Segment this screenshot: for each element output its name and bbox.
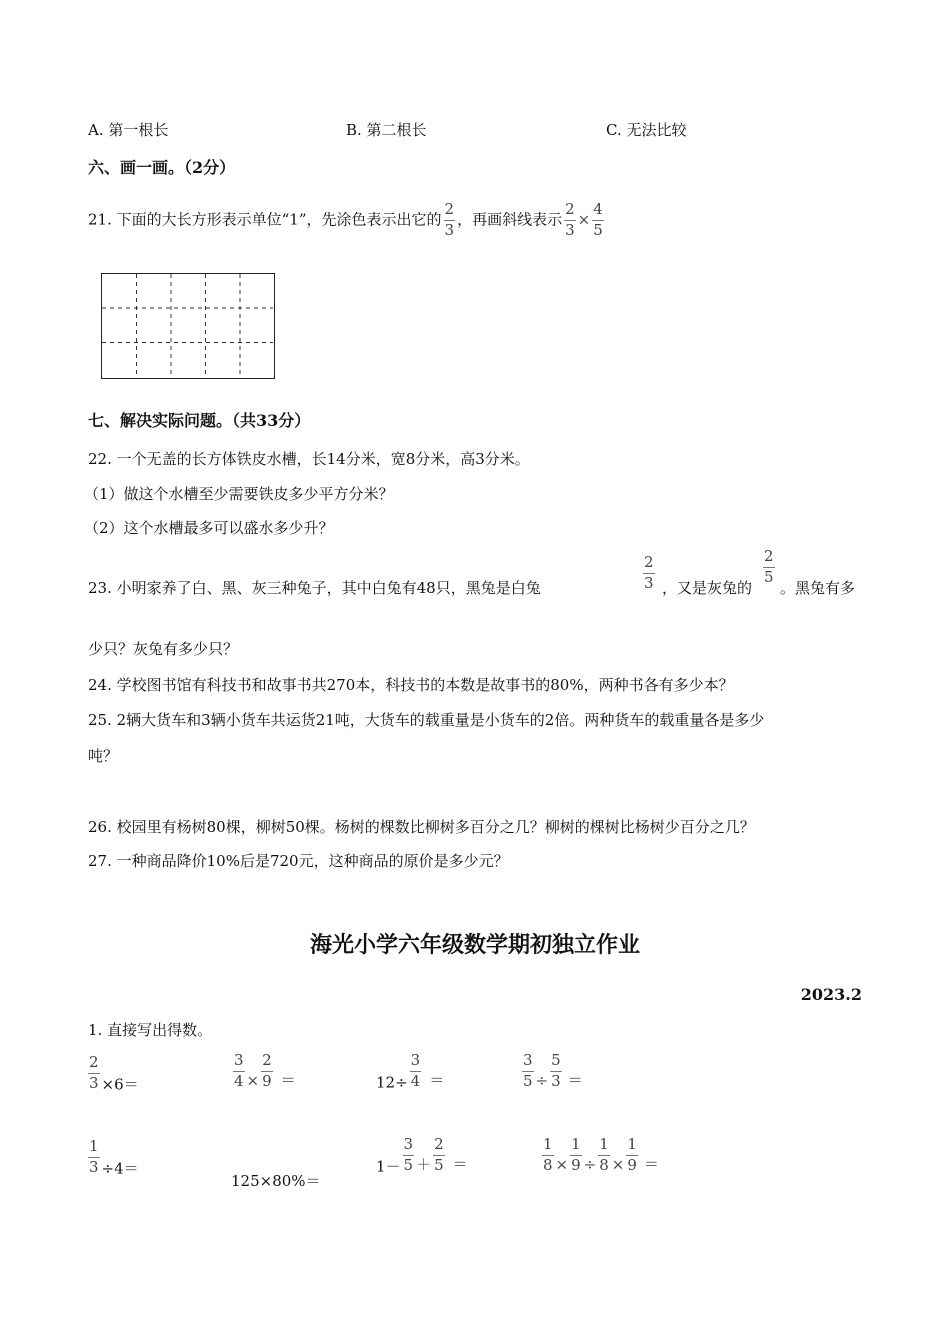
numerator: 1 [570,1137,582,1156]
denominator: 4 [234,1071,244,1090]
numerator: 1 [542,1137,554,1156]
denominator: 3 [551,1071,561,1090]
q1-heading: 1. 直接写出得数。 [88,1021,213,1039]
operator: × [246,1071,260,1090]
expression-8 [540,1137,659,1174]
equals: ＝ [643,1155,659,1174]
q21-text-1: 21. 下面的大长方形表示单位“1”，先涂色表示出它的 [88,210,442,229]
question-25-line-1: 25. 2辆大货车和3辆小货车共运货21吨，大货车的载重量是小货车的2倍。两种货车的载重量各是多少 [88,711,765,729]
fraction [403,1137,415,1174]
q21-fraction-c [592,202,604,239]
numerator: 2 [444,202,456,221]
numerator: 3 [410,1053,422,1072]
fraction [433,1137,445,1174]
expression-7 [376,1137,468,1176]
fraction [542,1137,554,1174]
expression-rest: ÷4＝ [101,1159,139,1178]
numerator: 2 [88,1055,100,1074]
equals: ＝ [280,1071,296,1090]
denominator: 8 [543,1155,553,1174]
denominator: 3 [89,1157,99,1176]
denominator: 5 [764,567,774,586]
fraction [522,1053,534,1090]
question-26: 26. 校园里有杨树80棵，柳树50棵。杨树的棵数比柳树多百分之几？柳树的棵树比杨树少百分之几？ [88,818,755,836]
q23-fraction-a [643,555,655,592]
numerator: 3 [403,1137,415,1156]
page-title: 海光小学六年级数学期初独立作业 [309,932,640,958]
fraction [88,1055,100,1092]
expression-rest: ×6＝ [101,1075,139,1094]
date: 2023.2 [800,985,862,1004]
operator: ＋ [416,1155,432,1174]
expression-3 [376,1053,444,1091]
equals: ＝ [452,1155,468,1174]
expression-6: 125×80%＝ [231,1172,321,1190]
numerator: 3 [233,1053,245,1072]
section-7-heading: 七、解决实际问题。（共33分） [88,411,311,430]
expression-prefix: 12÷ [376,1073,408,1092]
numerator: 3 [522,1053,534,1072]
equals: ＝ [429,1071,445,1090]
fraction [570,1137,582,1174]
denominator: 3 [444,220,455,239]
unit-rectangle [101,273,275,379]
fraction [88,1139,100,1176]
question-22-part-2: （2）这个水槽最多可以盛水多少升？ [84,519,334,537]
fraction [626,1137,638,1174]
denominator: 9 [571,1155,581,1174]
question-27: 27. 一种商品降价10%后是720元，这种商品的原价是多少元？ [88,852,509,870]
q23-text-1: 23. 小明家养了白、黑、灰三种兔子，其中白兔有48只，黑兔是白兔 [88,579,541,597]
fraction [410,1053,422,1090]
q21-fraction-a [444,202,456,239]
fraction [261,1053,273,1090]
operator: ÷ [535,1071,549,1090]
denominator: 3 [89,1073,99,1092]
numerator: 2 [643,555,655,574]
question-25-line-2: 吨？ [88,747,119,765]
denominator: 5 [434,1155,444,1174]
q23-text-2: ，又是灰兔的 [662,579,753,597]
q23-fraction-b [763,549,775,586]
expression-2 [231,1053,296,1090]
denominator: 3 [644,573,654,592]
denominator: 5 [523,1071,533,1090]
fraction [550,1053,562,1090]
section-6-heading: 六、画一画。（2分） [88,158,236,177]
equals: ＝ [567,1071,583,1090]
option-b: B. 第二根长 [346,121,427,139]
numerator: 2 [564,202,576,221]
numerator: 5 [550,1053,562,1072]
fraction [233,1053,245,1090]
fraction [598,1137,610,1174]
times-sign: × [577,210,591,229]
question-24: 24. 学校图书馆有科技书和故事书共270本，科技书的本数是故事书的80%，两种书各有多少本？ [88,676,734,694]
question-22-part-1: （1）做这个水槽至少需要铁皮多少平方分米？ [84,485,394,503]
q23-text-3: 。黑兔有多 [780,579,856,597]
q23-text-4: 少只？灰兔有多少只？ [88,640,239,658]
numerator: 2 [433,1137,445,1156]
operator: ÷ [583,1155,597,1174]
q21-fraction-b [564,202,576,239]
denominator: 3 [565,220,575,239]
numerator: 2 [261,1053,273,1072]
denominator: 9 [627,1155,637,1174]
numerator: 2 [763,549,775,568]
numerator: 1 [598,1137,610,1156]
denominator: 5 [593,220,603,239]
option-a: A. 第一根长 [88,121,169,139]
q21-text-2: ，再画斜线表示 [457,210,563,229]
denominator: 5 [403,1155,414,1174]
numerator: 1 [88,1139,100,1158]
denominator: 4 [410,1071,421,1090]
denominator: 9 [262,1071,272,1090]
denominator: 8 [599,1155,609,1174]
numerator: 1 [626,1137,638,1156]
expression-prefix: 1－ [376,1157,401,1176]
expression-1 [86,1055,139,1094]
operator: × [555,1155,569,1174]
dashed-grid [102,274,273,377]
expression-4 [520,1053,583,1090]
numerator: 4 [592,202,604,221]
question-22: 22. 一个无盖的长方体铁皮水槽，长14分米，宽8分米，高3分米。 [88,450,530,468]
option-c: C. 无法比较 [606,121,687,139]
operator: × [611,1155,625,1174]
question-21 [88,202,606,239]
expression-5 [86,1139,139,1178]
